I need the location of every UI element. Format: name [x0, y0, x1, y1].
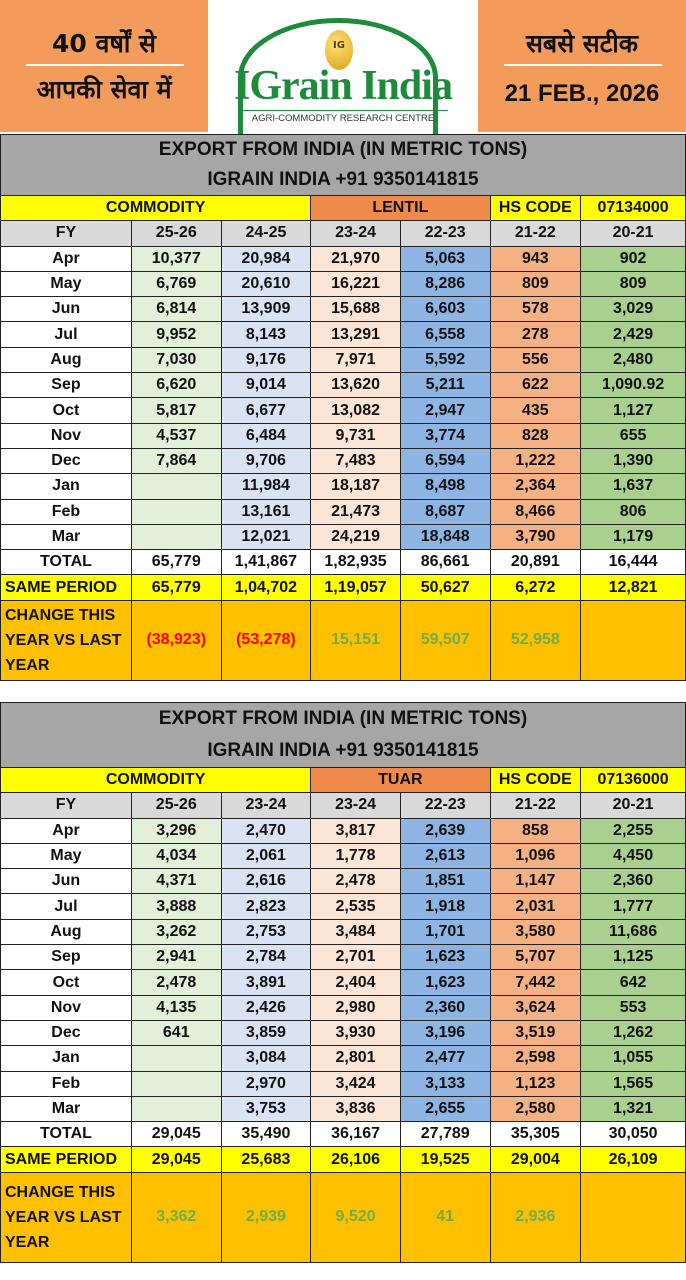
table-cell: 8,687	[400, 499, 490, 524]
table-cell: 20,610	[221, 271, 311, 296]
export-table	[0, 702, 686, 1263]
table-cell: 3,484	[311, 919, 401, 944]
total-cell: 27,789	[400, 1122, 490, 1147]
table-cell: 435	[490, 398, 581, 423]
total-cell: 20,891	[490, 550, 581, 575]
same-period-cell: 6,272	[490, 575, 581, 600]
table-cell: 1,623	[400, 945, 490, 970]
table-cell: 622	[490, 373, 581, 398]
header	[0, 0, 686, 134]
table-cell: 2,477	[400, 1046, 490, 1071]
month-label: May	[1, 271, 132, 296]
table-cell: 13,161	[221, 499, 311, 524]
column-header: 21-22	[490, 793, 581, 818]
table-title-line1: EXPORT FROM INDIA (IN METRIC TONS)	[158, 139, 528, 160]
table-cell: 3,519	[490, 1020, 581, 1045]
table-row	[1, 1046, 686, 1071]
total-cell: 1,41,867	[221, 550, 311, 575]
table-cell: 6,814	[131, 297, 221, 322]
change-cell: 59,507	[400, 600, 490, 680]
table-cell: 2,801	[311, 1046, 401, 1071]
table-cell: 2,970	[221, 1071, 311, 1096]
table-title-line2: IGRAIN INDIA +91 9350141815	[207, 169, 479, 190]
table-row	[1, 373, 686, 398]
same-period-label: SAME PERIOD	[1, 1147, 132, 1172]
table-cell: 7,971	[311, 347, 401, 372]
table-row	[1, 322, 686, 347]
table-cell: 3,753	[221, 1096, 311, 1121]
table-cell: 8,466	[490, 499, 581, 524]
month-label: Apr	[1, 246, 132, 271]
month-label: Sep	[1, 945, 132, 970]
table-cell: 3,774	[400, 423, 490, 448]
table-cell: 1,127	[581, 398, 686, 423]
total-label: TOTAL	[1, 1122, 132, 1147]
table-cell: 1,778	[311, 843, 401, 868]
table-cell: 3,790	[490, 524, 581, 549]
table-cell: 2,613	[400, 843, 490, 868]
table-cell: 2,941	[131, 945, 221, 970]
table-row	[1, 894, 686, 919]
column-header: 23-24	[311, 793, 401, 818]
table-cell: 2,947	[400, 398, 490, 423]
total-cell: 35,305	[490, 1122, 581, 1147]
table-cell: 1,777	[581, 894, 686, 919]
table-row	[1, 945, 686, 970]
table-cell: 5,592	[400, 347, 490, 372]
table-cell: 2,429	[581, 322, 686, 347]
table-row	[1, 499, 686, 524]
month-label: Apr	[1, 818, 132, 843]
month-label: Sep	[1, 373, 132, 398]
table-cell	[131, 474, 221, 499]
table-cell: 3,296	[131, 818, 221, 843]
table-cell: 4,450	[581, 843, 686, 868]
table-cell: 11,984	[221, 474, 311, 499]
same-period-cell: 19,525	[400, 1147, 490, 1172]
same-period-cell: 25,683	[221, 1147, 311, 1172]
table-cell: 24,219	[311, 524, 401, 549]
month-label: Aug	[1, 919, 132, 944]
table-cell: 5,063	[400, 246, 490, 271]
column-header: FY	[1, 793, 132, 818]
logo-subtitle: AGRI-COMMODITY RESEARCH CENTRE	[238, 110, 448, 124]
table-cell: 1,125	[581, 945, 686, 970]
table-cell: 4,371	[131, 869, 221, 894]
change-cell: 15,151	[311, 600, 401, 680]
hs-code-label: HS CODE	[490, 196, 581, 221]
table-cell: 2,535	[311, 894, 401, 919]
change-cell: (53,278)	[221, 600, 311, 680]
table-cell: 3,859	[221, 1020, 311, 1045]
table-cell: 3,084	[221, 1046, 311, 1071]
change-cell: 3,362	[131, 1172, 221, 1262]
total-cell: 1,82,935	[311, 550, 401, 575]
table-cell: 6,484	[221, 423, 311, 448]
table-cell: 8,286	[400, 271, 490, 296]
change-label: CHANGE THIS YEAR VS LAST YEAR	[1, 600, 132, 680]
report-date: 21 FEB., 2026	[504, 80, 660, 107]
same-period-cell: 12,821	[581, 575, 686, 600]
table-cell: 1,637	[581, 474, 686, 499]
change-cell	[581, 1172, 686, 1262]
table-cell: 9,952	[131, 322, 221, 347]
table-cell: 1,090.92	[581, 373, 686, 398]
table-cell: 1,222	[490, 448, 581, 473]
commodity-name: TUAR	[311, 768, 490, 793]
month-label: Mar	[1, 524, 132, 549]
total-row	[1, 1122, 686, 1147]
table-row	[1, 297, 686, 322]
table-cell: 9,706	[221, 448, 311, 473]
table-cell	[131, 1071, 221, 1096]
total-row	[1, 550, 686, 575]
table-cell: 806	[581, 499, 686, 524]
total-cell: 36,167	[311, 1122, 401, 1147]
total-label: TOTAL	[1, 550, 132, 575]
table-cell: 2,031	[490, 894, 581, 919]
table-cell: 556	[490, 347, 581, 372]
table-cell: 642	[581, 970, 686, 995]
total-cell: 30,050	[581, 1122, 686, 1147]
table-row	[1, 970, 686, 995]
table-cell: 2,616	[221, 869, 311, 894]
table-cell: 6,677	[221, 398, 311, 423]
tagline-line1: 40 वर्षों से	[52, 29, 156, 58]
table-cell: 7,864	[131, 448, 221, 473]
table-cell: 4,537	[131, 423, 221, 448]
table-cell: 4,034	[131, 843, 221, 868]
month-label: Jan	[1, 1046, 132, 1071]
table-cell: 2,255	[581, 818, 686, 843]
table-cell: 943	[490, 246, 581, 271]
table-cell: 2,701	[311, 945, 401, 970]
table-cell: 1,179	[581, 524, 686, 549]
table-cell: 2,364	[490, 474, 581, 499]
table-cell: 2,598	[490, 1046, 581, 1071]
table-cell: 21,473	[311, 499, 401, 524]
table-title	[1, 703, 686, 768]
month-label: Jul	[1, 894, 132, 919]
table-cell: 7,483	[311, 448, 401, 473]
table-cell: 3,836	[311, 1096, 401, 1121]
table-cell	[131, 499, 221, 524]
column-header: 23-24	[311, 221, 401, 246]
table-cell: 655	[581, 423, 686, 448]
table-cell: 2,753	[221, 919, 311, 944]
column-header: 22-23	[400, 793, 490, 818]
month-label: Oct	[1, 970, 132, 995]
same-period-row	[1, 575, 686, 600]
same-period-cell: 65,779	[131, 575, 221, 600]
change-label: CHANGE THIS YEAR VS LAST YEAR	[1, 1172, 132, 1262]
table-cell: 2,480	[581, 347, 686, 372]
table-row	[1, 423, 686, 448]
change-cell: (38,923)	[131, 600, 221, 680]
table-cell: 3,817	[311, 818, 401, 843]
month-label: Nov	[1, 995, 132, 1020]
table-row	[1, 1096, 686, 1121]
table-cell: 2,655	[400, 1096, 490, 1121]
table-cell: 2,580	[490, 1096, 581, 1121]
table-cell: 3,930	[311, 1020, 401, 1045]
table-cell: 1,096	[490, 843, 581, 868]
table-cell: 13,082	[311, 398, 401, 423]
month-label: Feb	[1, 499, 132, 524]
table-title	[1, 135, 686, 196]
total-cell: 86,661	[400, 550, 490, 575]
table-cell: 21,970	[311, 246, 401, 271]
hs-code-label: HS CODE	[490, 768, 581, 793]
table-cell: 3,424	[311, 1071, 401, 1096]
table-cell: 3,624	[490, 995, 581, 1020]
same-period-cell: 1,04,702	[221, 575, 311, 600]
table-cell: 2,426	[221, 995, 311, 1020]
total-cell: 16,444	[581, 550, 686, 575]
table-cell: 10,377	[131, 246, 221, 271]
table-cell: 553	[581, 995, 686, 1020]
table-cell: 2,470	[221, 818, 311, 843]
table-cell: 1,390	[581, 448, 686, 473]
tuar-export-table	[0, 702, 686, 1263]
table-cell: 6,558	[400, 322, 490, 347]
table-row	[1, 869, 686, 894]
table-cell: 5,707	[490, 945, 581, 970]
table-row	[1, 1020, 686, 1045]
table-cell: 1,055	[581, 1046, 686, 1071]
table-cell: 8,143	[221, 322, 311, 347]
same-period-cell: 29,045	[131, 1147, 221, 1172]
table-cell: 9,014	[221, 373, 311, 398]
export-table	[0, 134, 686, 681]
change-cell: 2,939	[221, 1172, 311, 1262]
total-cell: 35,490	[221, 1122, 311, 1147]
table-cell: 578	[490, 297, 581, 322]
table-row	[1, 347, 686, 372]
column-header: 20-21	[581, 793, 686, 818]
table-cell: 6,594	[400, 448, 490, 473]
header-left-panel	[0, 0, 208, 132]
same-period-cell: 50,627	[400, 575, 490, 600]
table-cell: 18,848	[400, 524, 490, 549]
month-label: Jun	[1, 869, 132, 894]
column-header: FY	[1, 221, 132, 246]
column-header: 22-23	[400, 221, 490, 246]
month-label: Jun	[1, 297, 132, 322]
table-cell: 1,321	[581, 1096, 686, 1121]
table-cell: 1,565	[581, 1071, 686, 1096]
table-cell: 3,196	[400, 1020, 490, 1045]
logo	[208, 0, 478, 132]
change-cell: 41	[400, 1172, 490, 1262]
month-label: Feb	[1, 1071, 132, 1096]
hs-code-value: 07134000	[581, 196, 686, 221]
table-row	[1, 843, 686, 868]
header-right-panel	[478, 0, 686, 132]
table-cell: 1,851	[400, 869, 490, 894]
table-row	[1, 524, 686, 549]
total-cell: 65,779	[131, 550, 221, 575]
table-cell: 13,620	[311, 373, 401, 398]
table-cell: 5,817	[131, 398, 221, 423]
table-cell: 9,731	[311, 423, 401, 448]
total-cell: 29,045	[131, 1122, 221, 1147]
table-row	[1, 448, 686, 473]
table-cell: 3,262	[131, 919, 221, 944]
table-cell: 809	[581, 271, 686, 296]
table-cell: 1,701	[400, 919, 490, 944]
tagline-line2: आपकी सेवा में	[36, 75, 172, 104]
accuracy-tagline: सबसे सटीक	[526, 29, 638, 58]
table-cell: 12,021	[221, 524, 311, 549]
same-period-cell: 26,106	[311, 1147, 401, 1172]
table-cell: 2,360	[581, 869, 686, 894]
logo-badge: IG	[333, 40, 345, 51]
table-cell: 1,918	[400, 894, 490, 919]
same-period-cell: 26,109	[581, 1147, 686, 1172]
column-header: 21-22	[490, 221, 581, 246]
table-cell: 6,603	[400, 297, 490, 322]
table-cell: 16,221	[311, 271, 401, 296]
table-cell	[131, 1096, 221, 1121]
table-cell: 2,784	[221, 945, 311, 970]
same-period-cell: 29,004	[490, 1147, 581, 1172]
table-cell: 6,620	[131, 373, 221, 398]
table-cell: 902	[581, 246, 686, 271]
table-cell	[131, 1046, 221, 1071]
same-period-row	[1, 1147, 686, 1172]
table-cell: 2,980	[311, 995, 401, 1020]
month-label: Oct	[1, 398, 132, 423]
month-label: Mar	[1, 1096, 132, 1121]
table-cell: 1,123	[490, 1071, 581, 1096]
hs-code-value: 07136000	[581, 768, 686, 793]
table-row	[1, 246, 686, 271]
table-cell: 1,623	[400, 970, 490, 995]
column-header: 25-26	[131, 221, 221, 246]
table-cell: 2,478	[311, 869, 401, 894]
month-label: Jan	[1, 474, 132, 499]
change-row	[1, 600, 686, 680]
table-cell: 809	[490, 271, 581, 296]
table-row	[1, 919, 686, 944]
table-title-line1: EXPORT FROM INDIA (IN METRIC TONS)	[158, 708, 528, 729]
column-header: 23-24	[221, 793, 311, 818]
month-label: Jul	[1, 322, 132, 347]
table-cell: 13,909	[221, 297, 311, 322]
change-cell	[581, 600, 686, 680]
table-cell: 11,686	[581, 919, 686, 944]
month-label: Nov	[1, 423, 132, 448]
month-label: Aug	[1, 347, 132, 372]
table-cell: 3,888	[131, 894, 221, 919]
table-row	[1, 474, 686, 499]
table-cell: 9,176	[221, 347, 311, 372]
table-cell: 4,135	[131, 995, 221, 1020]
table-cell: 8,498	[400, 474, 490, 499]
table-cell: 1,147	[490, 869, 581, 894]
column-header: 20-21	[581, 221, 686, 246]
table-cell: 3,133	[400, 1071, 490, 1096]
table-cell: 278	[490, 322, 581, 347]
table-cell: 15,688	[311, 297, 401, 322]
table-row	[1, 398, 686, 423]
divider	[504, 64, 662, 66]
change-row	[1, 1172, 686, 1262]
column-header: 25-26	[131, 793, 221, 818]
table-cell: 641	[131, 1020, 221, 1045]
change-cell: 2,936	[490, 1172, 581, 1262]
table-cell: 7,030	[131, 347, 221, 372]
table-row	[1, 818, 686, 843]
divider	[26, 64, 184, 66]
commodity-label: COMMODITY	[1, 196, 311, 221]
commodity-label: COMMODITY	[1, 768, 311, 793]
same-period-cell: 1,19,057	[311, 575, 401, 600]
table-cell: 2,478	[131, 970, 221, 995]
table-cell: 2,823	[221, 894, 311, 919]
table-cell: 858	[490, 818, 581, 843]
same-period-label: SAME PERIOD	[1, 575, 132, 600]
table-cell: 7,442	[490, 970, 581, 995]
table-cell: 2,360	[400, 995, 490, 1020]
table-cell: 1,262	[581, 1020, 686, 1045]
month-label: Dec	[1, 448, 132, 473]
table-cell: 3,891	[221, 970, 311, 995]
table-cell: 828	[490, 423, 581, 448]
table-cell: 3,580	[490, 919, 581, 944]
table-cell: 5,211	[400, 373, 490, 398]
table-cell: 13,291	[311, 322, 401, 347]
table-cell	[131, 524, 221, 549]
table-row	[1, 995, 686, 1020]
table-cell: 2,639	[400, 818, 490, 843]
month-label: Dec	[1, 1020, 132, 1045]
table-cell: 2,404	[311, 970, 401, 995]
table-cell: 6,769	[131, 271, 221, 296]
table-cell: 20,984	[221, 246, 311, 271]
table-row	[1, 271, 686, 296]
change-cell: 9,520	[311, 1172, 401, 1262]
logo-title: IGrain India	[234, 63, 452, 109]
month-label: May	[1, 843, 132, 868]
column-header: 24-25	[221, 221, 311, 246]
table-cell: 2,061	[221, 843, 311, 868]
table-title-line2: IGRAIN INDIA +91 9350141815	[207, 740, 479, 761]
table-cell: 3,029	[581, 297, 686, 322]
lentil-export-table	[0, 134, 686, 681]
table-row	[1, 1071, 686, 1096]
change-cell: 52,958	[490, 600, 581, 680]
table-cell: 18,187	[311, 474, 401, 499]
commodity-name: LENTIL	[311, 196, 490, 221]
